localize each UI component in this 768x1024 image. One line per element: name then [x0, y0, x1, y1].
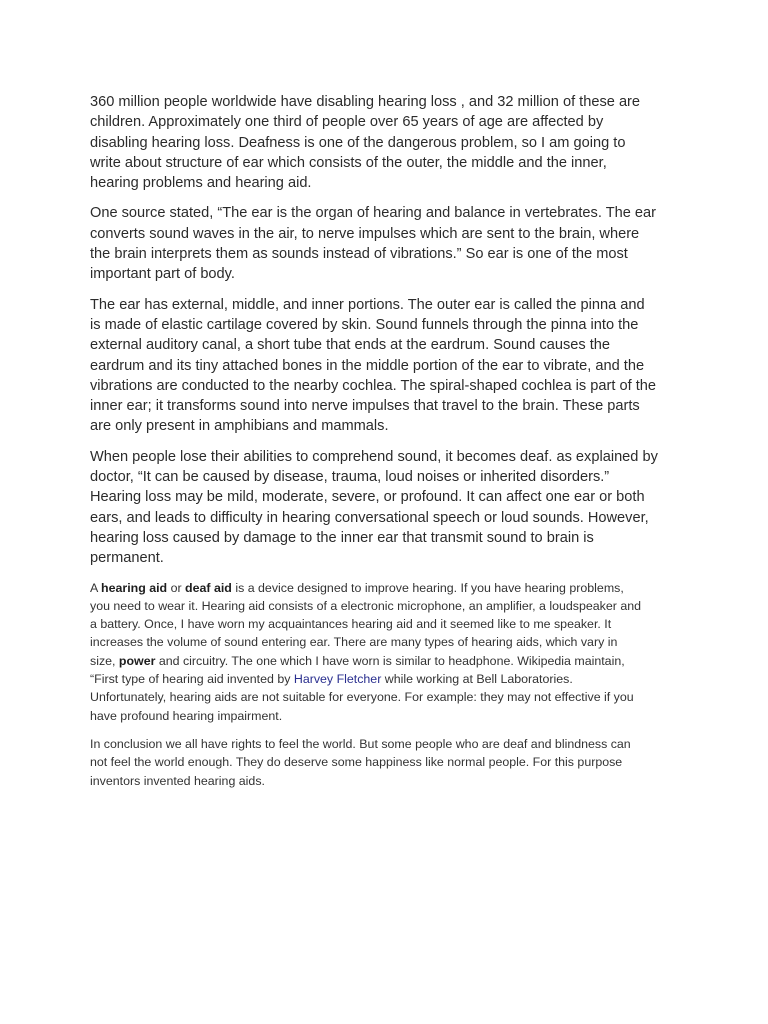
text-line: [90, 579, 690, 597]
text-line: inventors invented hearing aids.: [90, 773, 265, 788]
text-line: Unfortunately, hearing aids are not suitable for everyone. For example: they may not effective if you: [90, 690, 634, 705]
paragraph-ear-structure: [90, 295, 690, 437]
bold-term-power: power: [118, 653, 156, 668]
text-line: have profound hearing impairment.: [90, 708, 283, 723]
text-line: [90, 670, 690, 688]
text-line: you need to wear it. Hearing aid consists of a electronic microphone, an amplifier, a loudspeaker and: [90, 598, 642, 613]
text-line: increases the volume of sound entering ear. There are many types of hearing aids, which vary in: [90, 635, 618, 650]
text-line: inner ear; it transforms sound into nerve impulses that travel to the brain. These parts: [90, 398, 640, 415]
text-line: permanent.: [90, 550, 164, 567]
harvey-fletcher-link[interactable]: Harvey Fletcher: [293, 672, 382, 687]
paragraph-hearing-loss: [90, 447, 690, 569]
text-line: a battery. Once, I have worn my acquaintances hearing aid and it seemed like to me speaker. It: [90, 617, 612, 632]
text-span: “First type of hearing aid invented by: [90, 672, 294, 687]
bold-term-hearing-aid: hearing aid: [101, 580, 168, 595]
text-line: write about structure of ear which consists of the outer, the middle and the inner,: [90, 154, 607, 171]
text-line: children. Approximately one third of people over 65 years of age are affected by: [90, 114, 604, 131]
text-line: [90, 652, 690, 670]
text-line: In conclusion we all have rights to feel the world. But some people who are deaf and blindness can: [90, 736, 631, 751]
text-span: size,: [90, 653, 119, 668]
bold-term-deaf-aid: deaf aid: [185, 580, 232, 595]
paragraph-intro: [90, 92, 690, 193]
text-line: is made of elastic cartilage covered by skin. Sound funnels through the pinna into the: [90, 316, 639, 333]
text-line: disabling hearing loss. Deafness is one of the dangerous problem, so I am going to: [90, 134, 626, 151]
text-line: not feel the world enough. They do deserve some happiness like normal people. For this purpose: [90, 755, 623, 770]
text-span: while working at Bell Laboratories.: [381, 672, 573, 687]
text-line: One source stated, “The ear is the organ of hearing and balance in vertebrates. The ear: [90, 205, 656, 222]
text-line: ears, and leads to difficulty in hearing conversational speech or loud sounds. However,: [90, 509, 649, 526]
text-line: When people lose their abilities to comprehend sound, it becomes deaf. as explained by: [90, 448, 658, 465]
paragraph-ear-definition: [90, 203, 690, 284]
text-span: A: [90, 580, 102, 595]
paragraph-hearing-aid: [90, 579, 690, 725]
paragraph-conclusion: [90, 735, 690, 790]
text-span: is a device designed to improve hearing. If you have hearing problems,: [231, 580, 624, 595]
text-line: 360 million people worldwide have disabling hearing loss , and 32 million of these are: [90, 94, 641, 110]
text-line: doctor, “It can be caused by disease, trauma, loud noises or inherited disorders.”: [90, 469, 610, 486]
text-line: hearing loss caused by damage to the inner ear that transmit sound to brain is: [90, 529, 594, 546]
text-line: The ear has external, middle, and inner portions. The outer ear is called the pinna and: [90, 296, 645, 313]
document-page: [90, 92, 690, 800]
text-line: important part of body.: [90, 266, 235, 283]
text-span: or: [167, 580, 186, 595]
text-line: converts sound waves in the air, to nerve impulses which are sent to the brain, where: [90, 225, 640, 242]
text-line: eardrum and its tiny attached bones in the middle portion of the ear to vibrate, and the: [90, 357, 645, 374]
text-line: the brain interprets them as sounds instead of vibrations.” So ear is one of the most: [90, 246, 628, 263]
text-line: are only present in amphibians and mammals.: [90, 418, 389, 435]
text-line: hearing problems and hearing aid.: [90, 175, 312, 192]
text-line: external auditory canal, a short tube that ends at the eardrum. Sound causes the: [90, 337, 611, 354]
text-line: Hearing loss may be mild, moderate, severe, or profound. It can affect one ear or both: [90, 489, 645, 506]
text-line: vibrations are conducted to the nearby cochlea. The spiral-shaped cochlea is part of the: [90, 377, 656, 394]
text-span: and circuitry. The one which I have worn is similar to headphone. Wikipedia maintain,: [155, 653, 625, 668]
